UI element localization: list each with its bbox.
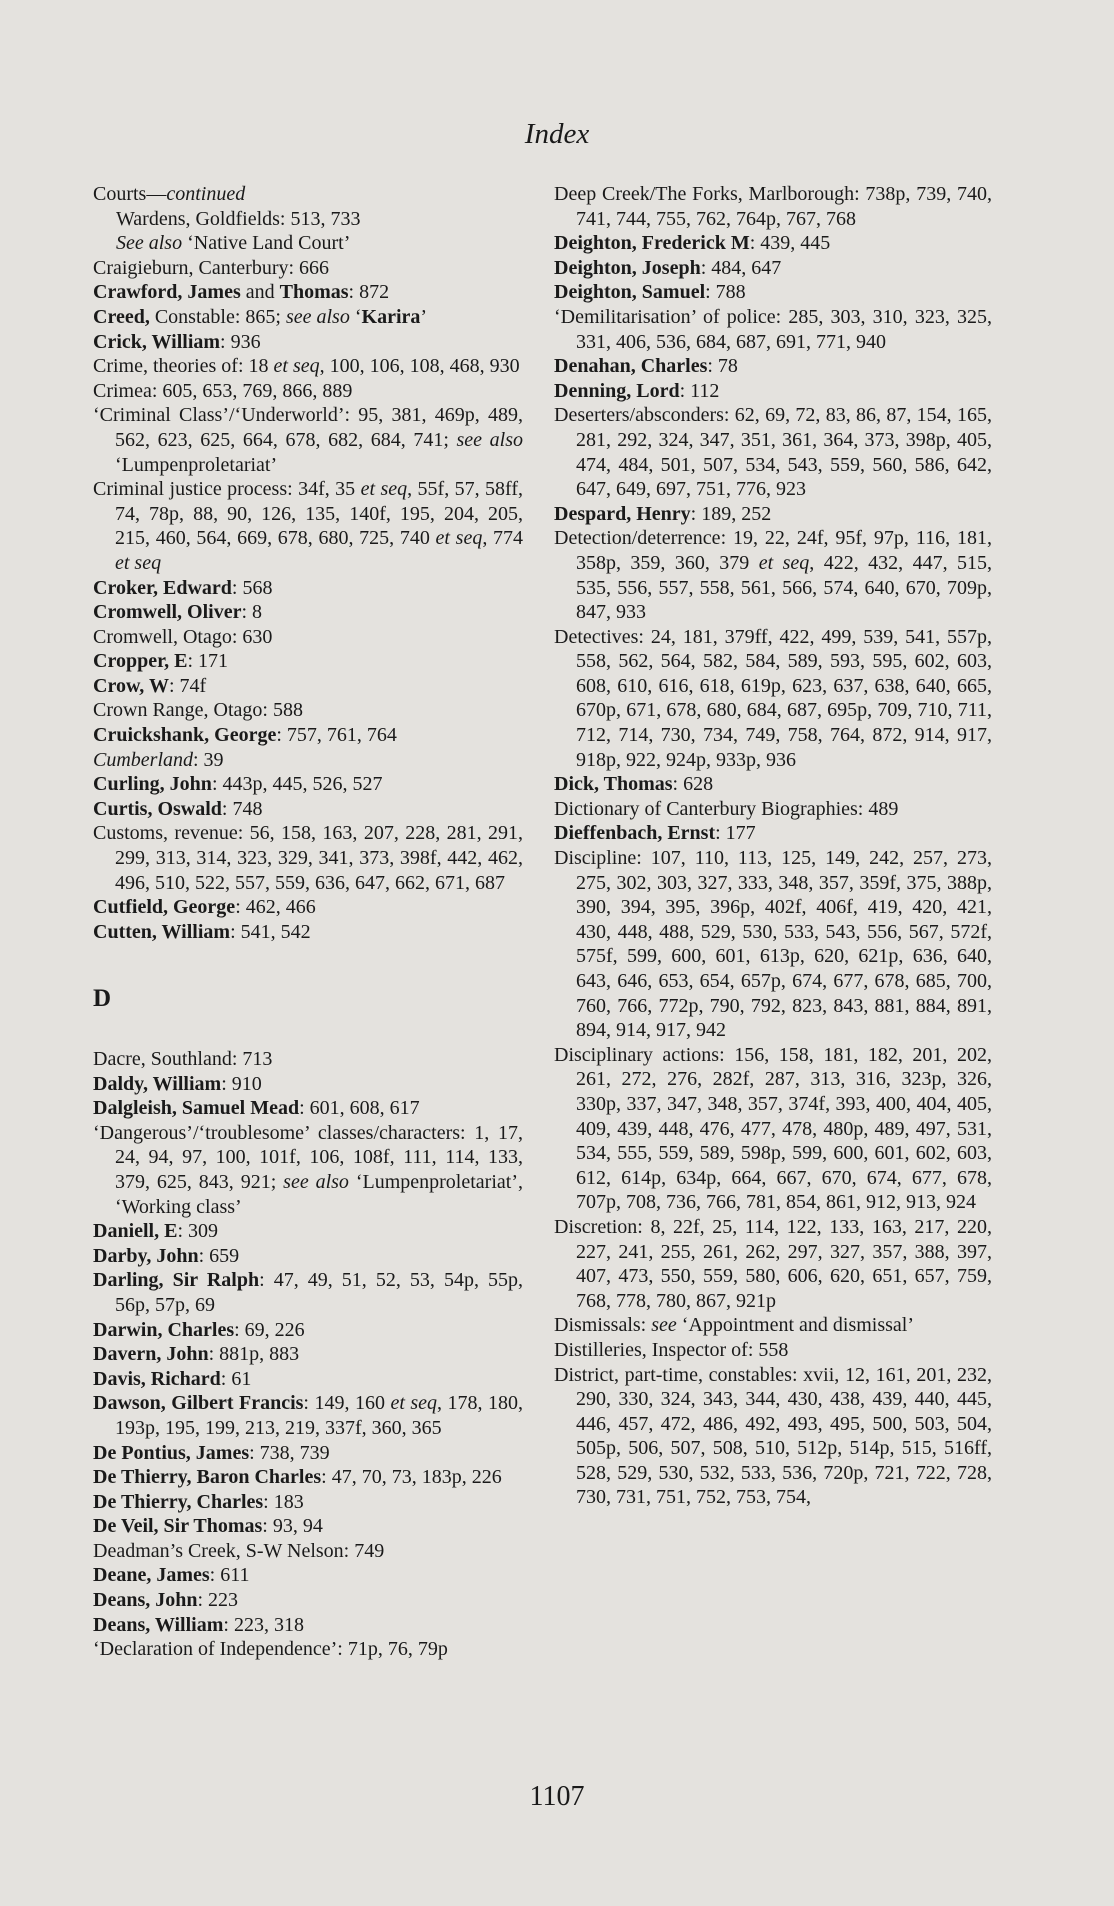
index-entry: Darling, Sir Ralph: 47, 49, 51, 52, 53, 54p, 55p, 56p, 57p, 69 bbox=[93, 1269, 524, 1316]
index-entry: Croker, Edward: 568 bbox=[93, 576, 273, 599]
index-entry: Dalgleish, Samuel Mead: 601, 608, 617 bbox=[93, 1097, 420, 1120]
index-entry: Cromwell, Otago: 630 bbox=[93, 625, 273, 648]
index-entry: Despard, Henry: 189, 252 bbox=[554, 502, 772, 525]
index-entry: De Thierry, Baron Charles: 47, 70, 73, 183p, 226 bbox=[93, 1466, 502, 1489]
index-entry: ‘Demilitarisation’ of police: 285, 303, 310, 323, 325, 331, 406, 536, 684, 687, 691, 771, 940 bbox=[554, 305, 992, 353]
index-entry: De Pontius, James: 738, 739 bbox=[93, 1441, 330, 1464]
index-entry: Cutten, William: 541, 542 bbox=[93, 920, 311, 943]
index-entry: Daniell, E: 309 bbox=[93, 1220, 219, 1243]
index-entry: Craigieburn, Canterbury: 666 bbox=[93, 256, 330, 279]
index-entry: ‘Dangerous’/‘troublesome’ classes/characters: 1, 17, 24, 94, 97, 100, 101f, 106, 108f, 111, 114, 133, 379, 625, 843, 921; see also ‘Lumpenproletariat’, ‘Working class’ bbox=[93, 1121, 523, 1218]
index-entry: Darwin, Charles: 69, 226 bbox=[93, 1318, 305, 1341]
index-entry: Discipline: 107, 110, 113, 125, 149, 242, 257, 273, 275, 302, 303, 327, 333, 348, 357, 359f, 375, 388p, 390, 394, 395, 396p, 402f, 406f, 419, 420, 421, 430, 448, 488, 529, 530, 533, 543, 556, 567, 572f, 575f, 599, 600, 601, 613p, 620, 621p, 636, 640, 643, 646, 653, 654, 657p, 674, 677, 678, 685, 700, 760, 766, 772p, 790, 792, 823, 843, 881, 884, 891, 894, 914, 917, 942 bbox=[554, 847, 992, 1042]
index-entry: Cromwell, Oliver: 8 bbox=[93, 601, 263, 624]
index-entry: Deserters/absconders: 62, 69, 72, 83, 86, 87, 154, 165, 281, 292, 324, 347, 351, 361, 364, 373, 398p, 405, 474, 484, 501, 507, 534, 543, 559, 560, 586, 642, 647, 649, 697, 751, 776, 923 bbox=[554, 404, 992, 501]
index-entry: Creed, Constable: 865; see also ‘Karira’ bbox=[93, 305, 428, 328]
index-subentry-see-also: See also ‘Native Land Court’ bbox=[116, 232, 351, 255]
page-title: Index bbox=[524, 118, 590, 150]
index-entry: Deans, William: 223, 318 bbox=[93, 1613, 304, 1636]
index-entry: Crimea: 605, 653, 769, 866, 889 bbox=[93, 379, 353, 402]
index-entry: Dieffenbach, Ernst: 177 bbox=[554, 822, 756, 845]
index-entry: Cropper, E: 171 bbox=[93, 650, 229, 673]
index-entry: Crawford, James and Thomas: 872 bbox=[93, 281, 390, 304]
index-entry: Cruickshank, George: 757, 761, 764 bbox=[93, 724, 397, 747]
index-entry: ‘Criminal Class’/‘Underworld’: 95, 381, 469p, 489, 562, 623, 625, 664, 678, 682, 684, 741; see also ‘Lumpenproletariat’ bbox=[93, 404, 523, 476]
index-entry: Customs, revenue: 56, 158, 163, 207, 228, 281, 291, 299, 313, 314, 323, 329, 341, 373, 398f, 442, 462, 496, 510, 522, 557, 559, 636, 647, 662, 671, 687 bbox=[93, 822, 523, 894]
index-entry: Cutfield, George: 462, 466 bbox=[93, 896, 316, 919]
index-entry: De Veil, Sir Thomas: 93, 94 bbox=[93, 1515, 323, 1538]
index-entry: Crow, W: 74f bbox=[93, 674, 207, 697]
index-column-right bbox=[554, 182, 992, 1510]
index-column-left bbox=[93, 182, 523, 1662]
index-entry: Deadman’s Creek, S-W Nelson: 749 bbox=[93, 1539, 385, 1562]
index-entry: Daldy, William: 910 bbox=[93, 1072, 262, 1095]
index-entry: Dictionary of Canterbury Biographies: 489 bbox=[554, 797, 899, 820]
index-entry: Davern, John: 881p, 883 bbox=[93, 1343, 300, 1366]
index-entry: Crime, theories of: 18 et seq, 100, 106, 108, 468, 930 bbox=[93, 355, 520, 378]
index-entry: Deep Creek/The Forks, Marlborough: 738p, 739, 740, 741, 744, 755, 762, 764p, 767, 768 bbox=[554, 183, 992, 230]
index-entry: Curtis, Oswald: 748 bbox=[93, 797, 263, 820]
index-entry: Detection/deterrence: 19, 22, 24f, 95f, 97p, 116, 181, 358p, 359, 360, 379 et seq, 422, 432, 447, 515, 535, 556, 557, 558, 561, 566, 574, 640, 670, 709p, 847, 933 bbox=[554, 527, 993, 624]
index-entry: Deighton, Joseph: 484, 647 bbox=[554, 256, 782, 279]
index-entry: ‘Declaration of Independence’: 71p, 76, 79p bbox=[93, 1638, 448, 1661]
index-entry: Dacre, Southland: 713 bbox=[93, 1048, 273, 1070]
index-entry: Criminal justice process: 34f, 35 et seq, 55f, 57, 58ff, 74, 78p, 88, 90, 126, 135, 140f, 195, 204, 205, 215, 460, 564, 669, 678, 680, 725, 740 et seq, 774 et seq bbox=[93, 478, 524, 574]
index-entry: De Thierry, Charles: 183 bbox=[93, 1490, 304, 1513]
index-entry: Deighton, Frederick M: 439, 445 bbox=[554, 232, 831, 255]
index-entry: Curling, John: 443p, 445, 526, 527 bbox=[93, 773, 383, 796]
index-entry: Crown Range, Otago: 588 bbox=[93, 699, 303, 722]
index-subentry-wardens: Wardens, Goldfields: 513, 733 bbox=[116, 207, 361, 230]
index-entry: Davis, Richard: 61 bbox=[93, 1367, 252, 1390]
page-number: 1107 bbox=[529, 1781, 585, 1812]
index-entry: Dick, Thomas: 628 bbox=[554, 773, 714, 796]
section-letter-heading: D bbox=[93, 985, 112, 1013]
index-entry: Detectives: 24, 181, 379ff, 422, 499, 539, 541, 557p, 558, 562, 564, 582, 584, 589, 593, 595, 602, 603, 608, 610, 616, 618, 619p, 623, 637, 638, 640, 665, 670p, 671, 678, 680, 684, 687, 695p, 709, 710, 711, 712, 714, 730, 734, 749, 758, 764, 872, 914, 917, 918p, 922, 924p, 933p, 936 bbox=[554, 625, 992, 771]
index-entry: Crick, William: 936 bbox=[93, 330, 261, 353]
index-entry: Deane, James: 611 bbox=[93, 1564, 250, 1587]
index-entry: Denning, Lord: 112 bbox=[554, 379, 720, 402]
index-entry: Disciplinary actions: 156, 158, 181, 182, 201, 202, 261, 272, 276, 282f, 287, 313, 316, 323p, 326, 330p, 337, 347, 348, 357, 374f, 393, 400, 404, 405, 409, 439, 448, 476, 477, 478, 480p, 489, 497, 531, 534, 555, 559, 589, 598p, 599, 600, 601, 602, 603, 612, 614p, 634p, 664, 667, 670, 674, 677, 678, 707p, 708, 736, 766, 781, 854, 861, 912, 913, 924 bbox=[554, 1043, 992, 1214]
index-entry: Cumberland: 39 bbox=[93, 748, 224, 771]
index-entry: District, part-time, constables: xvii, 12, 161, 201, 232, 290, 330, 324, 343, 344, 430, 438, 439, 440, 445, 446, 457, 472, 486, 492, 493, 495, 500, 503, 504, 505p, 506, 507, 508, 510, 512p, 514p, 515, 516ff, 528, 529, 530, 532, 533, 536, 720p, 721, 722, 728, 730, 731, 751, 752, 753, 754, bbox=[554, 1363, 992, 1509]
index-entry: Discretion: 8, 22f, 25, 114, 122, 133, 163, 217, 220, 227, 241, 255, 261, 262, 297, 327, 357, 388, 397, 407, 473, 550, 559, 580, 606, 620, 651, 657, 759, 768, 778, 780, 867, 921p bbox=[554, 1215, 992, 1312]
index-entry: Distilleries, Inspector of: 558 bbox=[554, 1338, 789, 1361]
index-entry: Denahan, Charles: 78 bbox=[554, 355, 738, 378]
index-entry: Deans, John: 223 bbox=[93, 1589, 239, 1612]
index-entry-courts: Courts—continued bbox=[93, 183, 246, 205]
index-entry: Dismissals: see ‘Appointment and dismissal’ bbox=[554, 1314, 914, 1337]
index-entry: Deighton, Samuel: 788 bbox=[554, 281, 746, 304]
index-entry: Darby, John: 659 bbox=[93, 1244, 240, 1267]
index-entry: Dawson, Gilbert Francis: 149, 160 et seq, 178, 180, 193p, 195, 199, 213, 219, 337f, 360, 365 bbox=[93, 1392, 524, 1439]
